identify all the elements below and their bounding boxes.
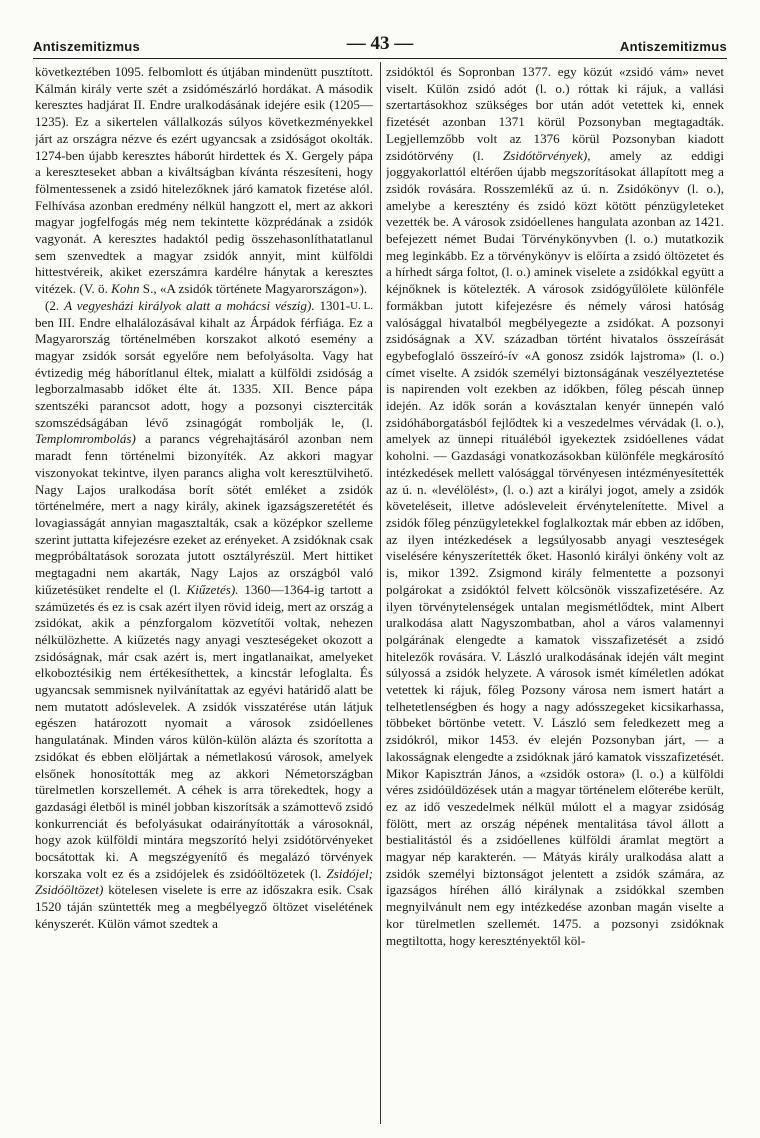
paragraph-mixed-houses: (2. A vegyesházi királyok alatt a mohácsi vészig). 1301-ben III. Endre elhalálozásával kihalt az Árpádok férfiága. Ez a Magyarország történelmében korszakot alkotó esemény a magyar zsidók sorsát egyelőre nem befolyásolta. Vagy hat évtizedig még háborítlanul éltek, mialatt a külföldi zsidóság a legborzalmasabb időket élte át. 1335. XII. Bence pápa szentszéki parancsot adott, hogy a pozsonyi ciszterciták szomszédságában lévő zsinagógát rombolják le, (l. Templomrombolás) a parancs végrehajtásáról azonban nem maradt fenn történelmi bizonyíték. Az akkori magyar viszonyokat tekintve, ilyen parancs aligha volt keresztülvihető. Nagy Lajos uralkodása borít sötét emléket a zsidók történelmére, mert a nagy király, akinek igazságszeretétét és lovagiasságát annyian magasztalták, csak a középkor szelleme szerint juttatta kifejezésre ezeket az erényeket. A zsidóknak csak megpróbáltatások sorozata jutott osztályrészül. Mert hittiket megtagadni nem akarták, Nagy Lajos az országból való kiűzetésüket rendelte el (l. Kiűzetés). 1360—1364-ig tartott a számüzetés és ez is csak azért ilyen rövid ideig, mert az ország a zsidókat, akik a pénzforgalom közvetítői voltak, nehezen nélkülözhette. A kiűzetés nagy anyagi veszteségeket okozott a zsidóságnak, már csak azért is, mert ingatlanaikat, amelyeket elkoboztésikig nem értékesíthettek, a kincstár lefoglalta. És ugyancsak semmisnek nyilvánítattak az egyévi határidő alatt be nem mutatott adóslevelek. A zsidók visszatérése után látjuk egészen határozott nyomait a városok zsidóellenes hangulatának. Minden város külön-külön alázta és szorította a zsidókat és ebben elöljártak a németlakosú városok, amelyek elsőnek honosították meg az akkori Németországban türelmetlen korszellemét. A céhek is arra törekedtek, hogy a gazdasági életből is minél jobban kiszorítsák a számottevő zsidó konkurrenciát és befolyásukat odairányították a városoknál, hogy azok külföldi mintára megszorító helyi zsidótörvényeket bocsátottak ki. A megszégyenítő és megalázó törvények korszaka volt ez és a zsidójelek és zsidóöltözetek (l. Zsidójel; Zsidóöltözet) kötelesen viselete is erre az időszakra esik. Csak 1520 táján szüntették meg a megbélyegző öltözet viselétének kényszerét. Külön vámot szedtek a	[35, 297, 373, 931]
column-divider	[380, 62, 381, 1124]
left-column	[35, 64, 373, 1126]
header-rule	[33, 58, 727, 59]
header-right-title: Antiszemitizmus	[619, 39, 727, 54]
paragraph-continued: zsidóktól és Sopronban 1377. egy közút «zsidó vám» nevet viselt. Külön zsidó adót (l. o.) róttak ki rájuk, a vallási szertartásokhoz szükséges bor után adót vetettek ki, ennek fizetését azonban 1371 körül Pozsonyban megtagadták. Legjellemzőbb volt az 1376 körül Pozsonyban kiadott zsidótörvény (l. Zsidótörvények), amely az eddigi joggyakorlattól eltérően újabb megszorításokat állapított meg a zsidók rovására. Rosszemlékű az ú. n. Zsidókönyv (l. o.), amelybe a keresztény és zsidó közt kötött pénzügyleteket vezették be. A városok zsidóellenes hangulata azonban az 1421. befejezett német Budai Törvénykönyvben (l. o.) mutatkozik meg leginkább. Ez a törvénykönyv is előírta a zsidó öltözetet és a hírhedt sárga foltot, (l. o.) aminek viselete a zsidókkal együtt a kéjnőknek is kötelezték. A városok zsidógyűlölete különféle formákban jutott kifejezésre és némely városi hatóság valósággal hivatalból megbélyegezte a zsidókat. A pozsonyi zsidóságnak a XV. században történt hivatalos összeírását egybefoglaló összeíró-ív «A gonosz zsidók lajstroma» (l. o.) címet viselte. A zsidók személyi biztonságának veszélyeztetése is napirenden volt ezekben az időkben, főleg péscah ünnep idején. Az idők során a kovásztalan kenyér ünnepén való zsidóháborgatásból fejlődtek ki a veszedelmes vérvádak (l. o.), amelyek az ünnepi rituáléból igyekeztek zsidóellenes vádat koholni. — Gazdasági vonatkozásokban különféle megkárosító intézkedések mellett valósággal törvényesen intézményesítették az ú. n. «levélölést», (l. o.) azt a királyi jogot, amely a zsidók követeléseit, illetve adósleveleit érvénytelenítette. Mivel a zsidók főleg pénzügyletekkel foglalkoztak már ebben az időben, az ilyen intézkedések a legsúlyosabb anyagi veszteségek viselésére kényszerítették őket. Hasonló királyi önkény volt az is, mikor 1392. Zsigmond király felmentette a pozsonyi polgárokat a zsidóktól felvett kölcsönök visszafizetésére. Az ilyen törvénytelenségek untalan megismétlődtek, mint Albert uralkodása alatt Nagyszombatban, ahol a város valamennyi polgárának elengedte a kamatok visszafizetését a zsidó hitelezők rovására. V. László uralkodásának idején vált megint súlyossá a zsidók helyzete. A városok ismét kíméletlen adókat vetettek ki rájuk, főleg Pozsony városa nem ismert határt a telhetetlenségben és hogy a nagy adósszegeket kicsikarhassa, többeket börtönbe vetett. V. László sem feledkezett meg a zsidókról, mikor 1453. év elején Pozsonyban járt, — a lakosságnak elengedte a zsidóknak járó kamatok visszafizetését. Mikor Kapisztrán János, a «zsidók ostora» (l. o.) a külföldi véres zsidóüldözések után a magyar történelem előterébe került, ez az idő veszedelmek nélkül múlott el a magyar zsidóság fölött, mert az ország népének mentalitása távol állott a bestialitástól és a zsidóellenes külföldi áramlat megtört a magyar nép karakterén. — Mátyás király uralkodása alatt a zsidók személyi biztonságot jelentett a zsidók számára, az igazságos híréhen álló királynak a zsidókkal szemben megnyilvánult nem egy intézkedése azonban magán viselte a kor türelmetlen szellemét. 1475. a pozsonyi zsidóknak megtiltotta, hogy keresztényektől köl-	[386, 64, 724, 948]
author-signature: U. L.	[350, 299, 373, 312]
right-column	[386, 64, 724, 1126]
section-title: A vegyesházi királyok alatt a mohácsi vészig).	[64, 297, 315, 313]
header-left-title: Antiszemitizmus	[33, 39, 141, 54]
page-header	[33, 33, 727, 57]
page-number: — 43 —	[346, 33, 414, 54]
paragraph-crusades: következtében 1095. felbomlott és útjában mindenütt pusztított. Kálmán király verte szét a zsidómészárló hordákat. A második keresztes hadjárat II. Endre uralkodásának idejére esik (1205—1235). Ez a sikertelen vállalkozás súlyos következményekkel járt az országra nézve és ezért ugyancsak a zsidóságot okolták. 1274-ben újabb keresztes háborút hirdettek és X. Gergely pápa a kereszteseket abban a kiváltságban kívánta részesíteni, hogy fölmentessenek a zsidó hitelezőknek járó kamatok fizetése alól. Felhívása azonban eredmény nélkül hangzott el, mert az akkori magyar jogfelfogás még nem tekintette közprédának a zsidók vagyonát. A keresztes hadaktól pedig összehasonlíthatatlanul sem szenvedtek a magyar zsidók annyit, mint külföldi hittestvéreik, akiket ezerszámra kardélre hánytak a keresztes vitézek. (V. ö. Kohn S., «A zsidók története Magyarországon»). U. L.	[35, 64, 373, 298]
